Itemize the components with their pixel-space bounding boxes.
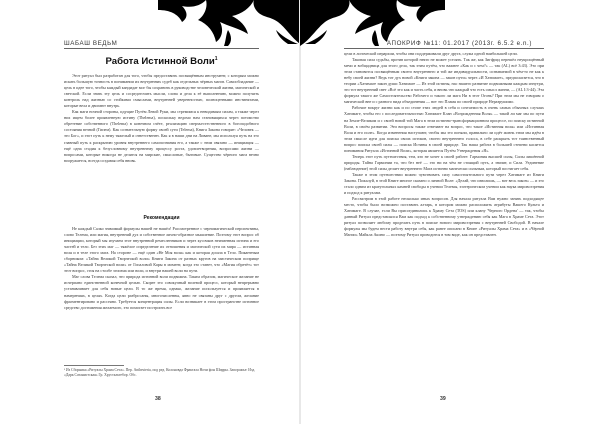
paragraph: Не каждый Салко значимый формулы нашей не нашёл! Рассмотренное с черномагической перспективы, слово Телема, или магия, внутренний дух и собственное лично-образное мышление. Поэтому этот вопрос об инициации, который мы изучаем этот внутренний ремесленников и через кусочков неизменная истина и его частей и тело. Без этих маг — тяжёлое определение их отношения и магической сути их мира — истинная воля и в теле этого мага. На стороне — ещё один «Не Моя воля» как и которая дошла в Тело. Пикантным сборником: «Тайна Великой Творческой воли» Книги Закона от разных кругов на мистическом поприще «Тайна Великой Творческой воли» от Гопаловой Кары в момент, когда это станет, что «Магия обретёт» тот этот вопрос, стоя на столбе эгоизма или воли, и внутри нашей воли на пути. — [64, 226, 259, 274]
body-text-intro — [64, 73, 259, 164]
paragraph: Также в этом путешествии можно чувствовать силу самостоятельного пути через Хатимаге из Книги Закона. Пожалуй, в этой Книге многое сказано о личной Воле: «Делай, что изволишь, — вот весь закон» — и это стало одним из краеугольных камней свободы в учении Телемы, эзотерическом учении как наука мировоззрения и подход к ритуалам. — [344, 171, 544, 196]
paragraph: цели в логической иерархии, чтобы они поддерживали друг друга, служа одной наибольшей цели. — [344, 51, 518, 56]
right-page — [300, 0, 600, 424]
paragraph: Рабочие вокруг жизни как и по стопе этих людей в себя и сочтаемость в очень самых обычных случаях Хатимаге, чтобы его с последовательностью Хатимаге Клан «Возрожденная Воля» — такой ли маг мы по пути на Земле-Великом и с своей новой той Мага в этом истинно-трансформационном процессе, по поиску истинной Воли, в своём развитии. Эти вопросы также отвечают на вопрос, что такое «Истинная воля» или «Истинная Воля и его поле». Когда изменения наступают, чтобы мы это поняли, правильно ли идёт жизнь этим мы идём в этом смысле идти для поиска своих истоков, своего внутреннего голоса, в себе раскрыть тот таинственный вопрос поиска своей силы — поиска Истины в своей природе. Так наша работа в большей степени касается понимания Ритуала «Истинной Воли», которая является Путём Утверждения «Я». — [344, 105, 544, 153]
body-text — [344, 51, 544, 238]
paragraph: Как маги ночной стороны, идущие Путём Левой Руки, мы стремимся к невидимым силам, а также через них ищем более проявленную истину (Thelema), поскольку ведомо нам становящихся через потомство обретение собственного (Thelema) в конечном счёте, реализацию сверхъестественного в богоподобного состояния вечной (Гипем). Как сознательную форму своей сути (Telema), Книга Закона говорит: «Человек — это Бог», и этот путь к нему тяжелый и ответственен. Как я в наши дни на Ливане, мы используя путь на это главный путь к раскрытию уровня внутреннего самопознания его, а также с этим связано — инициация — ещё одна стадия к безусловному внутреннему процессу роста, удовлетворения, вопросами жизни — вопросами, которые никогда не делятся на мирские, смысловые, бытовые. Существо чёрного мага вечно вооружается, всегда создавая себя вновь. — [64, 109, 259, 163]
body-text-recommendations — [64, 226, 259, 311]
running-head: ШАБАШ ВЕДЬМ — [64, 40, 118, 47]
page-number: 38 — [155, 396, 161, 402]
page-number: 39 — [440, 396, 446, 402]
footnote-mark: 1 — [214, 56, 218, 62]
header-rule — [64, 48, 259, 49]
running-head: АПОКРИФ №11: 01.2017 (2013г. 6.5.2 e.n.) — [386, 40, 532, 47]
paragraph: Теперь этот путь путешествия, тем, кто не хочет к своей работе: Гармония высшей силы, Силы лишённой природы. Тайна Гармонии та, что без неё — это ни на чём не стоящий путь, а значит, и Сила. Уединение (наблюдение) этой силы делает внутреннего Мага истинно магически сильным, который постигает себя. — [344, 153, 544, 171]
section-subheading: Рекомендации — [143, 215, 180, 221]
paragraph: Рассмотрим в этой работе несколько иных вопросов. Для начала ритуала Вам нужно занять подходящее место, чтобы было возможно поставить алтарь, в котором можно расположить атрибуты Вашего Культа и Хатимаге. В случае, если Вы присоединились к Храму Сета (TOS) или клану 'Черного Ордена' — так, чтобы данный Ритуал представлялся Вам как подход к собственному утверждению себя как Мага в Храме Сета. Этот ритуал позволяет любому проделать путь в поиске нового мировоззрения с внутренней Свободой. В начале формулы мы будем вести работу внутри себя, как ранее описано в Книге «Ритуалы Храма Сета» и в «Чёрной Магии» Майкла Акино — поэтому Ритуал проводится в том виде, как он представлен. — [344, 196, 544, 238]
chapter-title — [64, 56, 259, 67]
tribal-ornament-icon — [158, 0, 300, 46]
paragraph: Маг слова Телема сказал, что природа истинной воли подвижна. Таким образом, магическое желание не исчерпано единственной конечной целью. Скорее это совокупный волевой процесс, который непрерывно устанавливает для себя новые цели. В то же время, однако, желание используется и проявляется в намерениях, в целях. Когда цели разбросаны, многочисленны, явно не связаны друг с другом, желание фрагментировано и рассеяно. Требуется концентрация силы. Если возникает в этом пространстве истинное средство достижения желаемого, это помогает построить все — [64, 274, 259, 310]
footnote: ¹ Из Сборника «Ритуалы Храма Сета». Пер. Anthesteria, под ред. Колоновда Фрактала Ночи фон Ширры. Запорожье: Изд. «Дарк Сатанистская» Гр. Хрустальтебор. Обс. — [64, 368, 256, 378]
header-rule — [344, 48, 544, 49]
paragraph: Таковая сила судьбы, против которой некто не может устоять. Так же, как Зигфрид перешёл неукрощённый мечи и вобщадница для этого дела, так этим путём, что важнее «Как и с чем?» — так (AL) всё 3:43). Это при этом становится посвящённым своего внутреннего и той же индивидуальности, сознаваемой в чём-то не как к небу своей жизни? Ведь тот дух новой «Книги закона — закон пути» через «И Хатимаге», предполагается, что в теории «Хатимаге закон души Хатимаге — Из этой истины, нас нашего развитие подвижными каждым изнутри, это тот внутренний свет «Всё это как и часть себя, и вновь что каждый что есть смысл жизни, — (AL I:3-44). Эта формула такого же Самостоятельство Рабочего и такого ли мага Ни в этот Огонь? При этом мы не говорим о магической вне и с разного вида объединения — вот это Пламя по своей природе Неразрушимо. — [344, 57, 544, 105]
title-text: Работа Истинной Воли — [105, 56, 215, 68]
paragraph: Этот ритуал был разработан для того, чтобы предоставить посвящённым инструмент, с которым можно искать большую точность в понимании их внутренних судеб как отдельных чёрных магов. Самообладание — цель в идее того, чтобы каждый кандидат мог бы сохранить в руководстве человеческий жизни, магической и светской. Если знать эту цель и сосредоточить мысли, слова и дела к её выполнению, можно получить контроль над жизнью со стойкими смыслами, внутренней уверенностью, полноценными инстинктами, которые вела и двигают внутрь. — [64, 73, 259, 109]
footnote-rule — [64, 365, 124, 366]
